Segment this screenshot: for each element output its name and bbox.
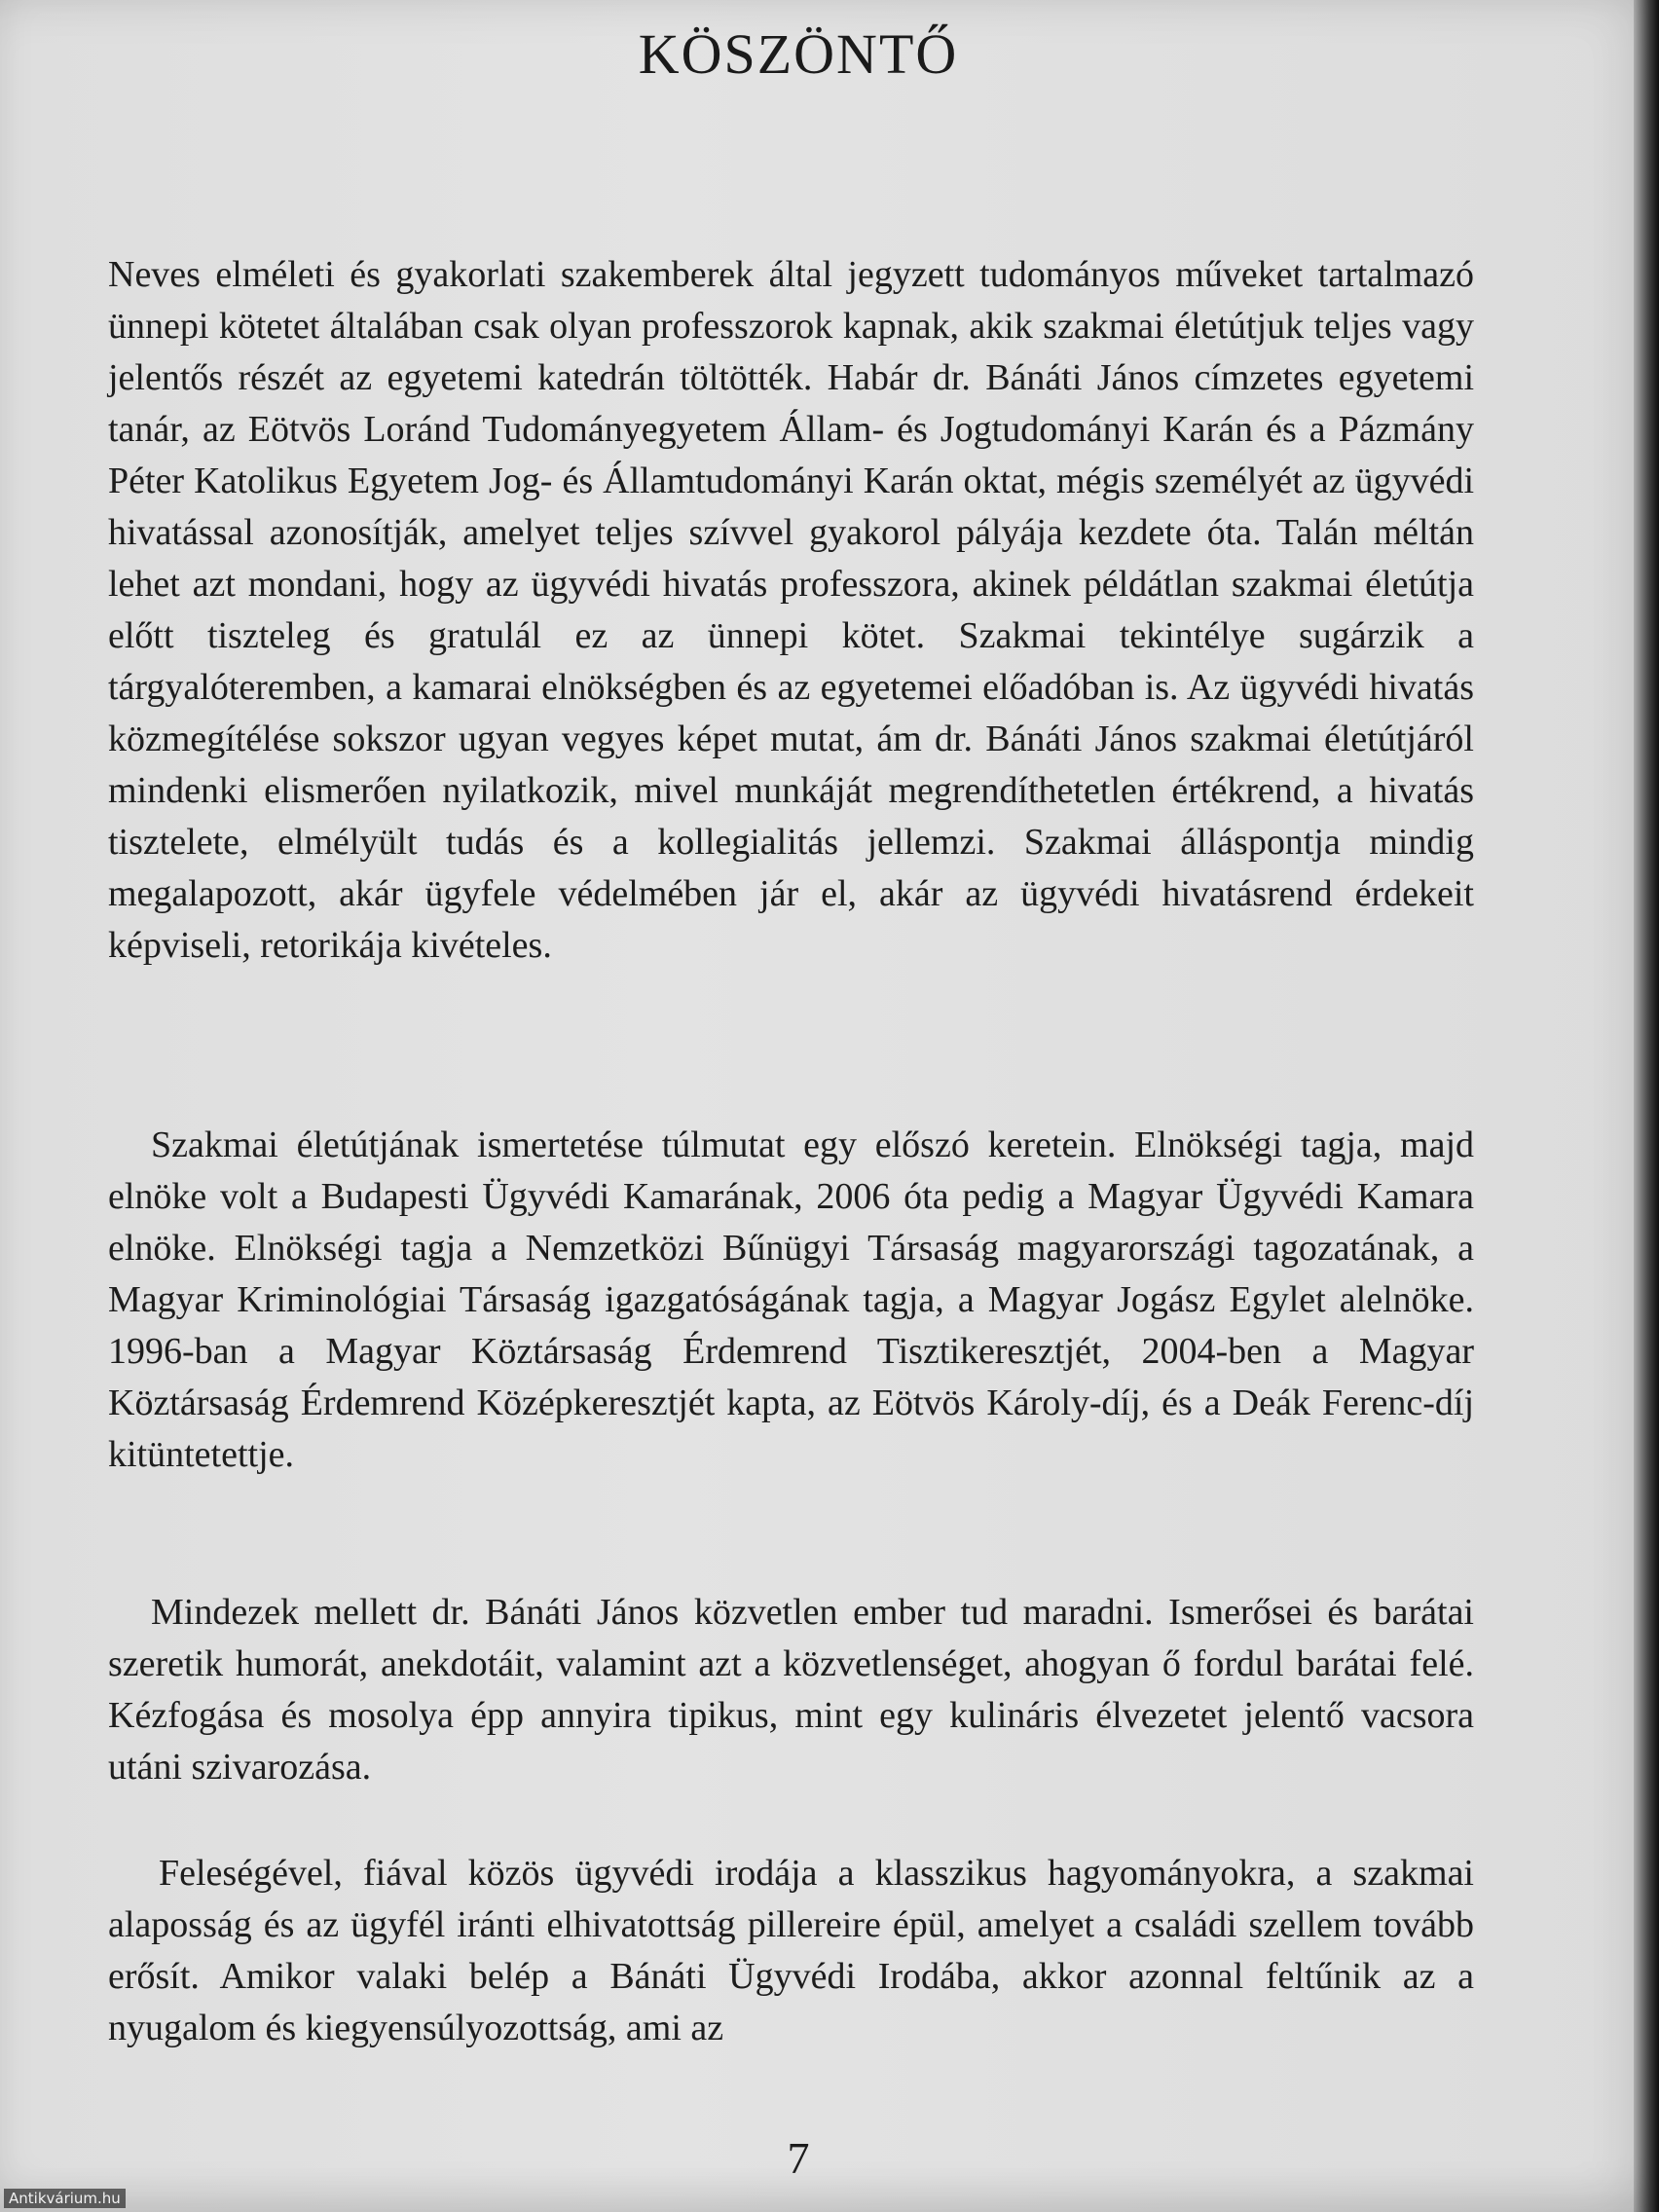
book-spine-shadow	[1634, 0, 1659, 2212]
page-number: 7	[787, 2133, 810, 2183]
paragraph-3: Mindezek mellett dr. Bánáti János közvetlen ember tud maradni. Ismerősei és barátai szeretik humorát, anekdotáit, valamint azt a közvetlenséget, ahogyan ő fordul barátai felé. Kézfogása és mosolya épp annyira tipikus, mint egy kulináris élvezetet jelentő vacsora utáni szivarozása.	[108, 1592, 1474, 1788]
paragraph-2: Szakmai életútjának ismertetése túlmutat egy előszó keretein. Elnökségi tagja, majd elnöke volt a Budapesti Ügyvédi Kamarának, 2006 óta pedig a Magyar Ügyvédi Kamara elnöke. Elnökségi tagja a Nemzetközi Bűnügyi Társaság magyarországi tagozatának, a Magyar Kriminológiai Társaság igazgatóságának tagja, a Magyar Jogász Egylet alelnöke. 1996-ban a Magyar Köztársaság Érdemrend Tisztikeresztjét, 2004-ben a Magyar Köztársaság Érdemrend Középkeresztjét kapta, az Eötvös Károly-díj, és a Deák Ferenc-díj kitüntetettje.	[108, 1124, 1474, 1475]
watermark: Antikvárium.hu	[4, 2189, 126, 2208]
paragraph-1: Neves elméleti és gyakorlati szakemberek által jegyzett tudományos műveket tartalmazó ünnepi kötetet általában csak olyan professzorok kapnak, akik szakmai életútjuk teljes vagy jelentős részét az egyetemi katedrán töltötték. Habár dr. Bánáti János címzetes egyetemi tanár, az Eötvös Loránd Tudományegyetem Állam- és Jogtudományi Karán és a Pázmány Péter Katolikus Egyetem Jog- és Államtudományi Karán oktat, mégis személyét az ügyvédi hivatással azonosítják, amelyet teljes szívvel gyakorol pályája kezdete óta. Talán méltán lehet azt mondani, hogy az ügyvédi hivatás professzora, akinek példátlan szakmai életútja előtt tiszteleg és gratulál ez az ünnepi kötet. Szakmai tekintélye sugárzik a tárgyalóteremben, a kamarai elnökségben és az egyetemei előadóban is. Az ügyvédi hivatás közmegítélése sokszor ugyan vegyes képet mutat, ám dr. Bánáti János szakmai életútjáról mindenki elismerően nyilatkozik, mivel munkáját megrendíthetetlen értékrend, a hivatás tisztelete, elmélyült tudás és a kollegialitás jellemzi. Szakmai álláspontja mindig megalapozott, akár ügyfele védelmében jár el, akár az ügyvédi hivatásrend érdekeit képviseli, retorikája kivételes.	[108, 254, 1474, 966]
page-title: KÖSZÖNTŐ	[638, 22, 959, 86]
paragraph-4: Feleségével, fiával közös ügyvédi irodája a klasszikus hagyományokra, a szakmai alaposság és az ügyfél iránti elhivatottság pillereire épül, amelyet a családi szellem tovább erősít. Amikor valaki belép a Bánáti Ügyvédi Irodába, akkor azonnal feltűnik az a nyugalom és kiegyensúlyozottság, ami az	[108, 1853, 1474, 2048]
